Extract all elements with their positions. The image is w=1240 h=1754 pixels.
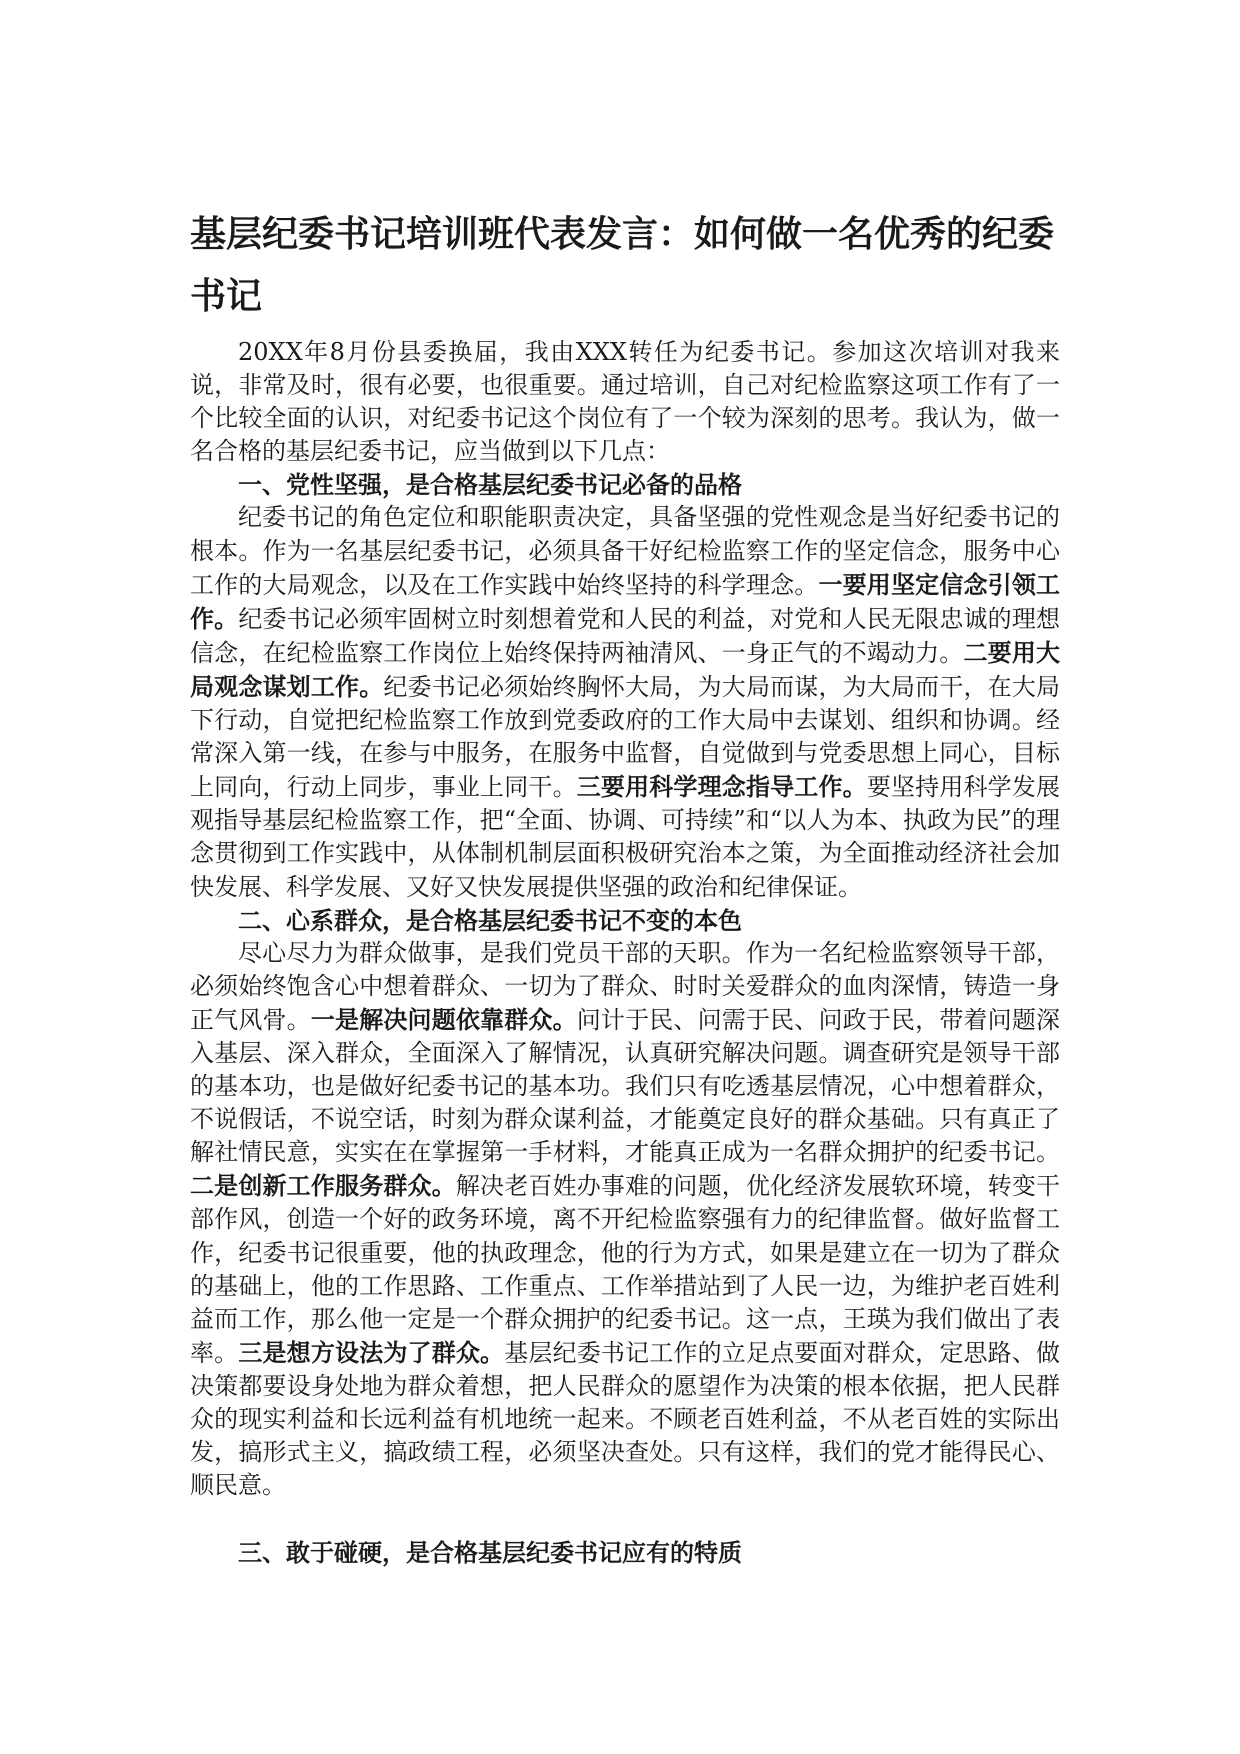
section-1-point-3: 三要用科学理念指导工作。	[576, 772, 867, 802]
document-page	[190, 204, 1060, 1569]
section-1-text-1: 纪委书记的角色定位和职能职责决定，具备坚强的党性观念是当好纪委书记的根本。作为一名基层纪委书记，必须具备干好纪检监察工作的坚定信念，服务中心工作的大局观念，以及在工作实践中始终坚持的科学理念。	[190, 503, 1060, 599]
section-2-text-4: 基层纪委书记工作的立足点要面对群众，定思路、做决策都要设身处地为群众着想，把人民群众的愿望作为决策的根本依据，把人民群众的现实利益和长远利益有机地统一起来。不顾老百姓利益，不从老百姓的实际出发，搞形式主义，搞政绩工程，必须坚决查处。只有这样，我们的党才能得民心、顺民意。	[190, 1338, 1061, 1500]
section-1-text-4: 要坚持用科学发展观指导基层纪检监察工作，把“全面、协调、可持续”和“以人为本、执政为民”的理念贯彻到工作实践中，从体制机制层面积极研究治本之策，为全面推动经济社会加快发展、科学发展、又好又快发展提供坚强的政治和纪律保证。	[190, 773, 1061, 901]
section-heading-1: 一、党性坚强，是合格基层纪委书记必备的品格	[238, 470, 742, 500]
section-heading-3: 三、敢于碰硬，是合格基层纪委书记应有的特质	[238, 1538, 742, 1568]
section-2-point-1: 一是解决问题依靠群众。	[310, 1004, 577, 1034]
section-1-point-1: 一要用坚定信念引领工作。	[190, 569, 1061, 633]
section-1-point-2: 二要用大局观念谋划工作。	[190, 637, 1060, 701]
intro-paragraph: 20XX年8月份县委换届，我由XXX转任为纪委书记。参加这次培训对我来说，非常及时，很有必要，也很重要。通过培训，自己对纪检监察这项工作有了一个比较全面的认识，对纪委书记这个岗位有了一个较为深刻的思考。我认为，做一名合格的基层纪委书记，应当做到以下几点：	[190, 338, 1060, 466]
section-heading-2: 二、心系群众，是合格基层纪委书记不变的本色	[238, 905, 742, 935]
section-1-text-2: 纪委书记必须牢固树立时刻想着党和人民的利益，对党和人民无限忠诚的理想信念，在纪检监察工作岗位上始终保持两袖清风、一身正气的不竭动力。	[190, 604, 1060, 667]
section-2-text-3: 解决老百姓办事难的问题，优化经济发展软环境，转变干部作风，创造一个好的政务环境，离不开纪检监察强有力的纪律监督。做好监督工作，纪委书记很重要，他的执政理念，他的行为方式，如果是建立在一切为了群众的基础上，他的工作思路、工作重点、工作举措站到了人民一边，为维护老百姓利益而工作，那么他一定是一个群众拥护的纪委书记。这一点，王瑛为我们做出了表率。	[190, 1172, 1061, 1367]
section-2-text-2: 问计于民、问需于民、问政于民，带着问题深入基层、深入群众，全面深入了解情况，认真研究解决问题。调查研究是领导干部的基本功，也是做好纪委书记的基本功。我们只有吃透基层情况，心中想着群众，不说假话，不说空话，时刻为群众谋利益，才能奠定良好的群众基础。只有真正了解社情民意，实实在在掌握第一手材料，才能真正成为一名群众拥护的纪委书记。	[190, 1005, 1061, 1167]
section-2-point-2: 二是创新工作服务群众。	[190, 1171, 456, 1201]
document-body	[190, 336, 1060, 1569]
section-1-text-3: 纪委书记必须始终胸怀大局，为大局而谋，为大局而干，在大局下行动，自觉把纪检监察工作放到党委政府的工作大局中去谋划、组织和协调。经常深入第一线，在参与中服务，在服务中监督，自觉做到与党委思想上同心，目标上同向，行动上同步，事业上同干。	[190, 672, 1061, 802]
document-title: 基层纪委书记培训班代表发言：如何做一名优秀的纪委书记	[190, 214, 1055, 317]
section-2-paragraph	[190, 937, 1060, 1503]
section-2-point-3: 三是想方设法为了群众。	[238, 1337, 505, 1367]
section-1-paragraph	[190, 501, 1060, 903]
section-2-text-1: 尽心尽力为群众做事，是我们党员干部的天职。作为一名纪检监察领导干部，必须始终饱含心中想着群众、一切为了群众、时时关爱群众的血肉深情，铸造一身正气风骨。	[190, 938, 1060, 1034]
